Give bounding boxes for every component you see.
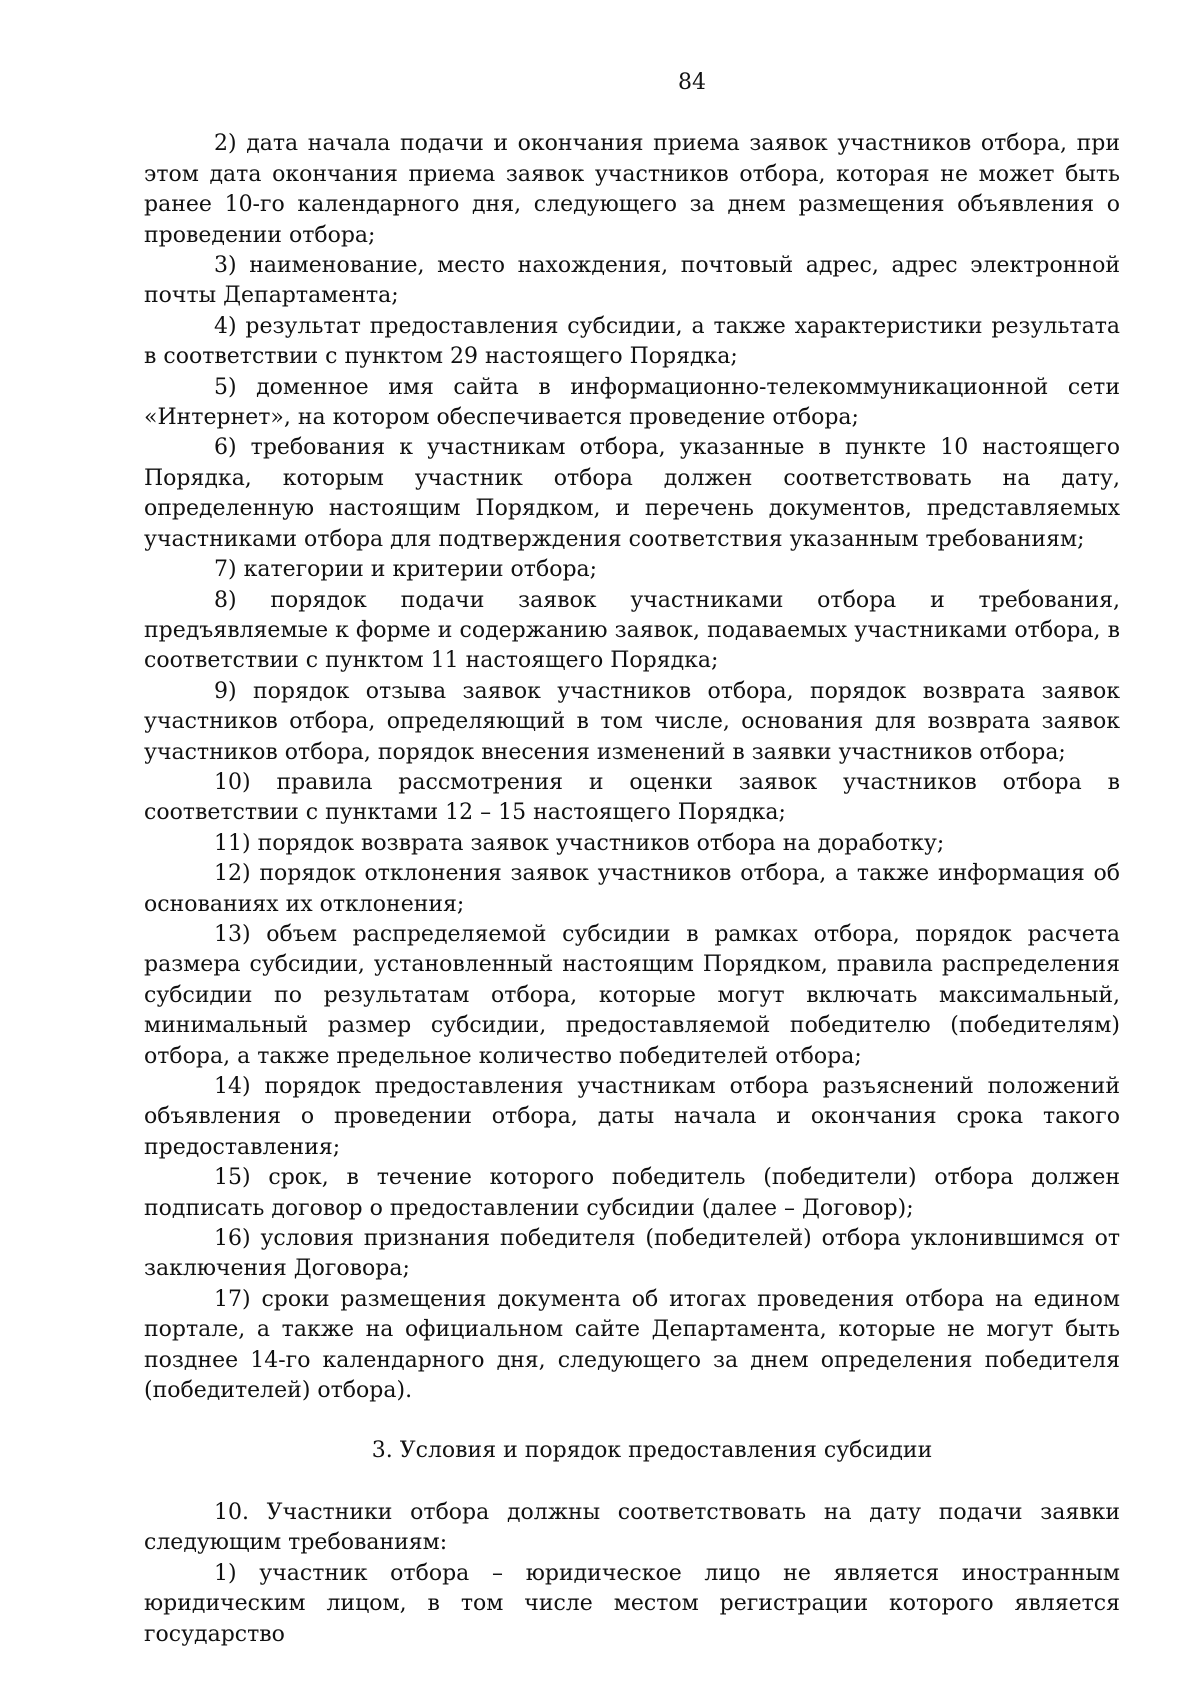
page-number: 84: [678, 70, 706, 95]
list-item-8: 8) порядок подачи заявок участниками отбора и требования, предъявляемые к форме и содержанию заявок, подаваемых участниками отбора, в соответствии с пунктом 11 настоящего Порядка;: [144, 587, 1120, 674]
list-item-7: 7) категории и критерии отбора;: [214, 557, 598, 583]
list-item-14: 14) порядок предоставления участникам отбора разъяснений положений объявления о проведении отбора, даты начала и окончания срока такого предоставления;: [144, 1074, 1120, 1160]
section-body: [144, 1498, 1120, 1650]
list-item-17: 17) сроки размещения документа об итогах проведения отбора на едином портале, а также на официальном сайте Департамента, которые не могут быть позднее 14-го календарного дня, следующего за днем определения победителя (победителей) отбора).: [144, 1286, 1120, 1404]
list-item-10: 10) правила рассмотрения и оценки заявок участников отбора в соответствии с пунктами 12 – 15 настоящего Порядка;: [144, 769, 1120, 826]
list-items: [144, 129, 1120, 1406]
list-item-13: 13) объем распределяемой субсидии в рамках отбора, порядок расчета размера субсидии, установленный настоящим Порядком, правила распределения субсидии по результатам отбора, которые могут включать максимальный, минимальный размер субсидии, предоставляемой победителю (победителям) отбора, а также предельное количество победителей отбора;: [144, 921, 1120, 1069]
list-item-2: 2) дата начала подачи и окончания приема заявок участников отбора, при этом дата окончания приема заявок участников отбора, которая не может быть ранее 10-го календарного дня, следующего за днем размещения объявления о проведении отбора;: [144, 131, 1120, 248]
list-item-9: 9) порядок отзыва заявок участников отбора, порядок возврата заявок участников отбора, определяющий в том числе, основания для возврата заявок участников отбора, порядок внесения изменений в заявки участников отбора;: [144, 678, 1120, 765]
section-paragraph: 10. Участники отбора должны соответствовать на дату подачи заявки следующим требованиям:: [144, 1499, 1120, 1556]
list-item-11: 11) порядок возврата заявок участников отбора на доработку;: [214, 830, 945, 856]
list-item-12: 12) порядок отклонения заявок участников отбора, а также информация об основаниях их отклонения;: [144, 861, 1120, 917]
section-paragraph: 1) участник отбора – юридическое лицо не является иностранным юридическим лицом, в том числе местом регистрации которого является государство: [144, 1560, 1120, 1647]
list-item-16: 16) условия признания победителя (победителей) отбора уклонившимся от заключения Договора;: [144, 1226, 1120, 1282]
document-page: [144, 68, 1120, 1650]
list-item-5: 5) доменное имя сайта в информационно-телекоммуникационной сети «Интернет», на котором обеспечивается проведение отбора;: [144, 374, 1120, 431]
list-item-15: 15) срок, в течение которого победитель (победители) отбора должен подписать договор о предоставлении субсидии (далее – Договор);: [144, 1165, 1120, 1221]
section-heading: 3. Условия и порядок предоставления субсидии: [371, 1438, 933, 1464]
list-item-4: 4) результат предоставления субсидии, а также характеристики результата в соответствии с пунктом 29 настоящего Порядка;: [144, 313, 1120, 370]
list-item-6: 6) требования к участникам отбора, указанные в пункте 10 настоящего Порядка, которым участник отбора должен соответствовать на дату, определенную настоящим Порядком, и перечень документов, представляемых участниками отбора для подтверждения соответствия указанным требованиям;: [144, 435, 1120, 552]
list-item-3: 3) наименование, место нахождения, почтовый адрес, адрес электронной почты Департамента;: [144, 253, 1120, 309]
